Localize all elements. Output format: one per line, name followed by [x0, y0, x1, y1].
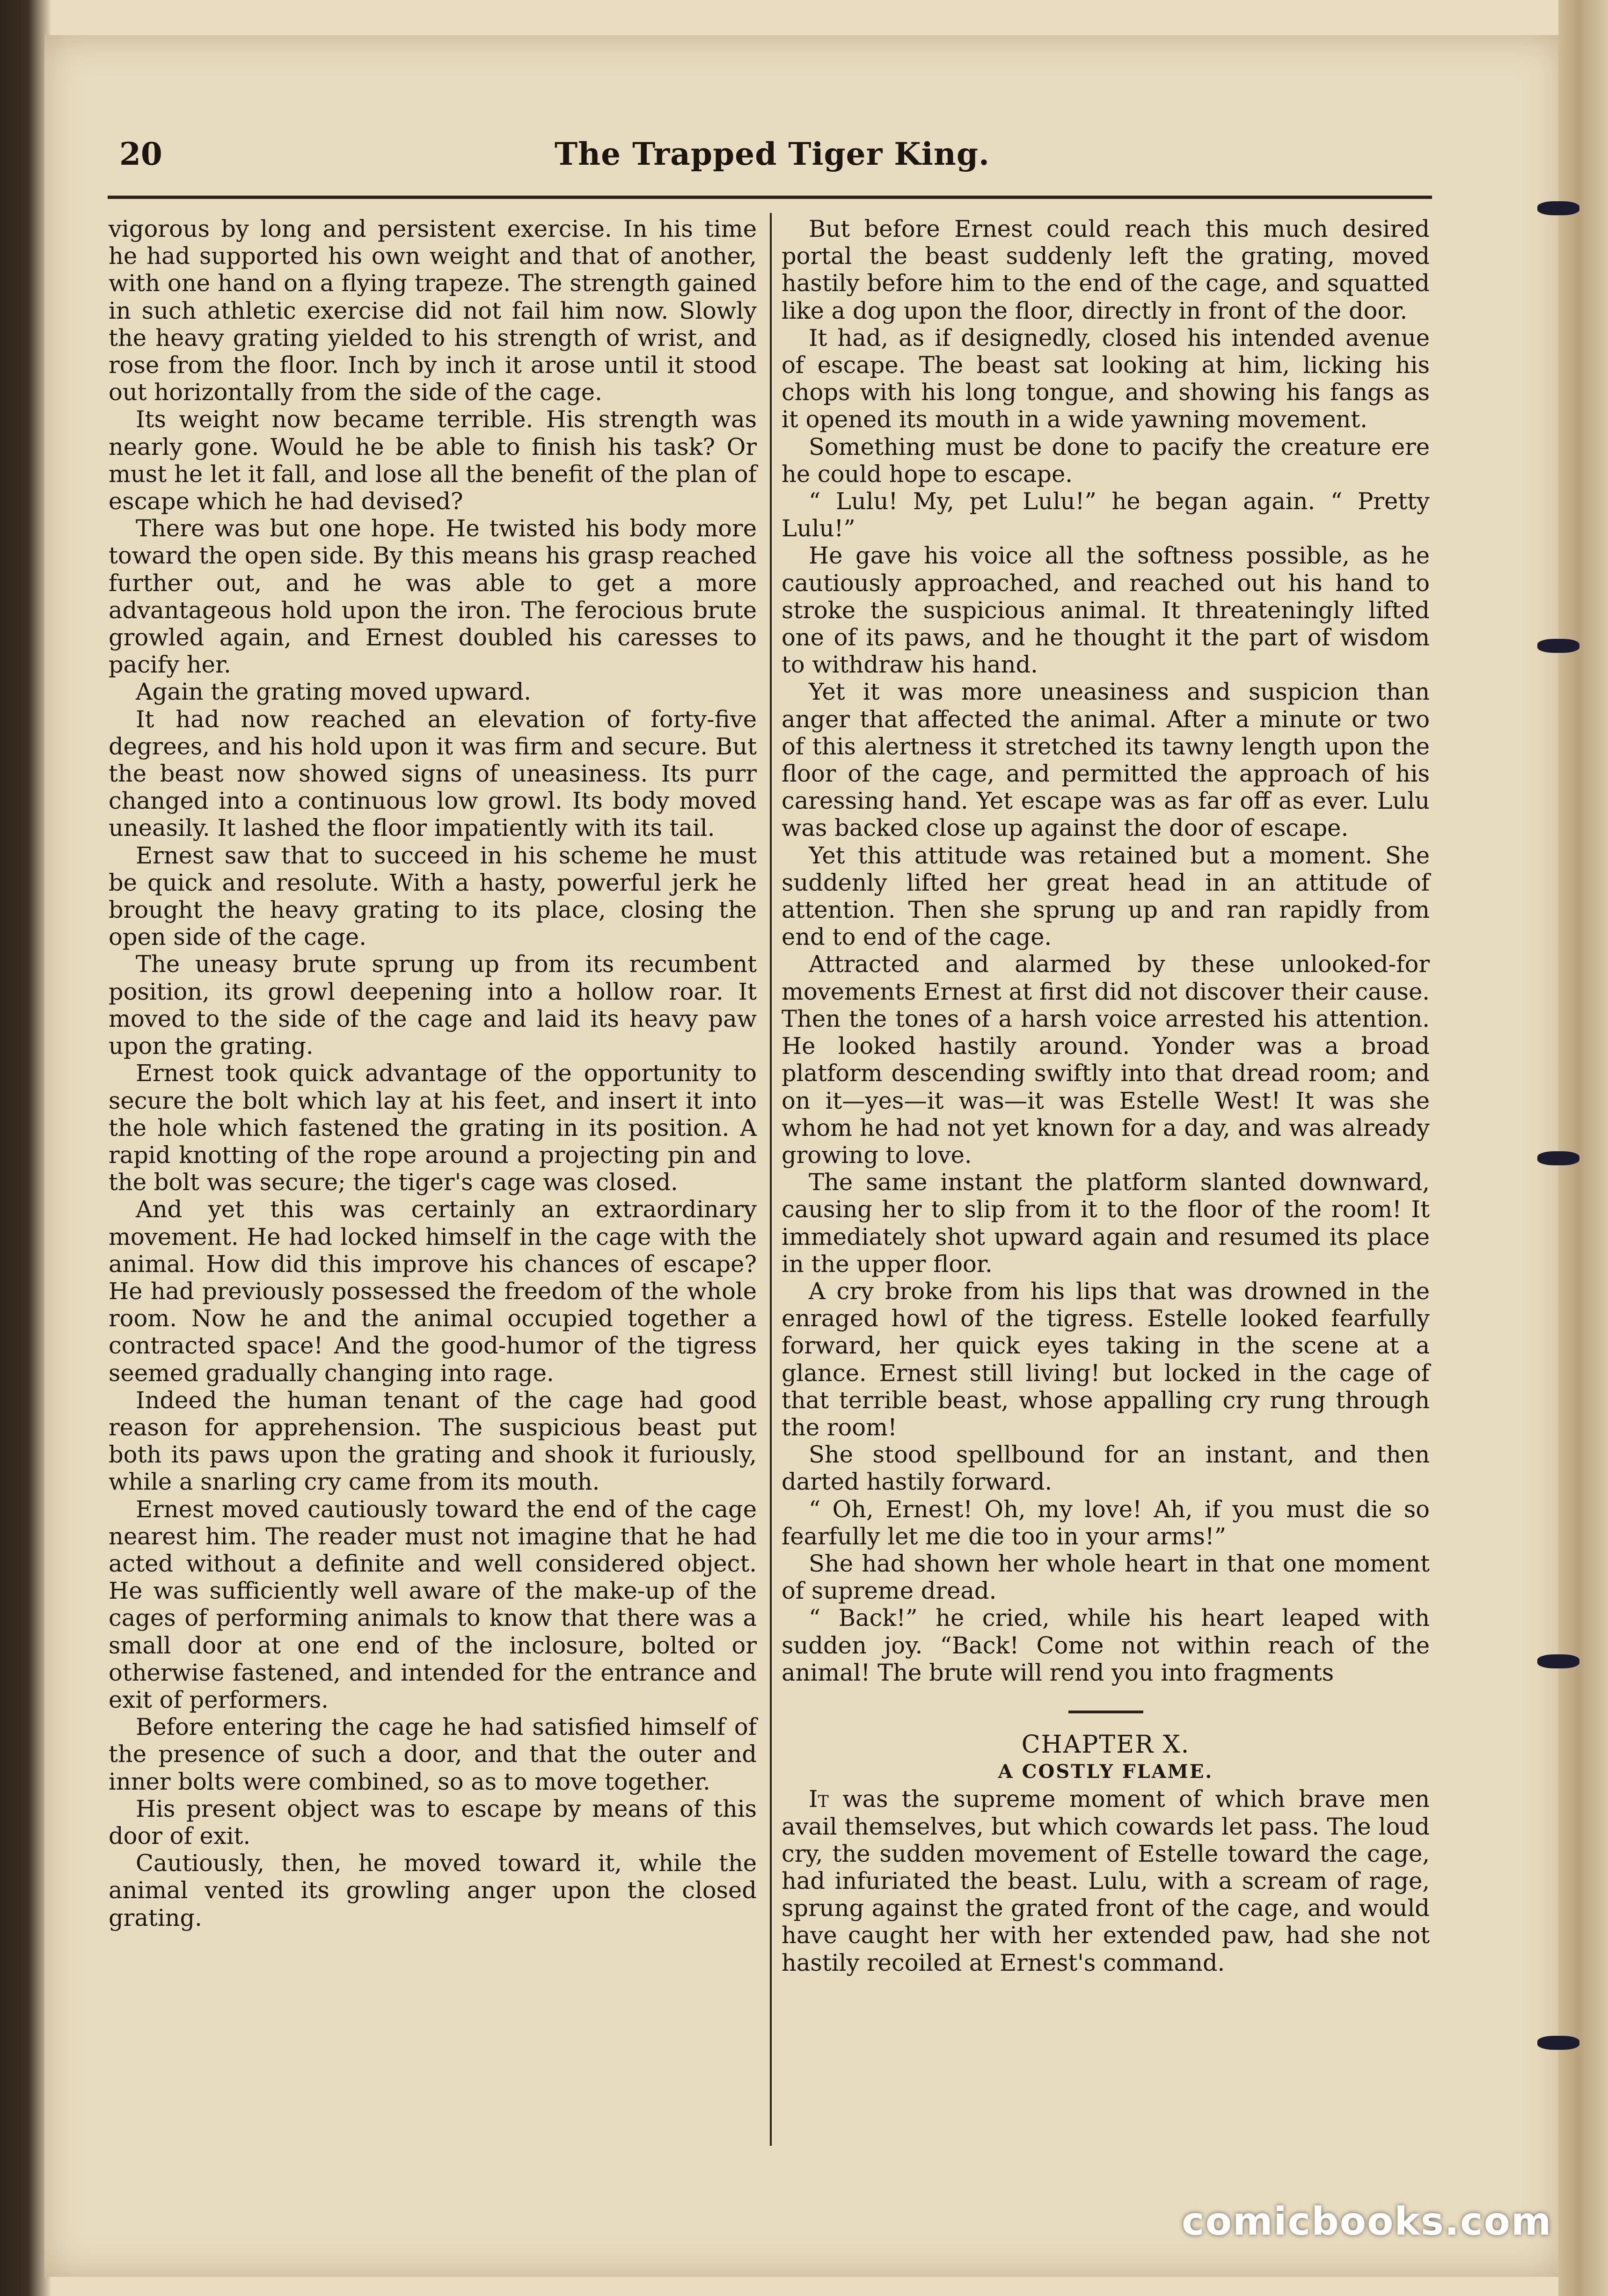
page-header: [119, 136, 1425, 187]
column-divider: [770, 213, 772, 2146]
paragraph: Yet it was more uneasiness and suspicion than anger that affected the animal. After a minute or two of this alertness it stretched its tawny length upon the floor of the cage, and permitted the approach of his caressing hand. Yet escape was as far off as ever. Lulu was backed close up against the door of escape.: [782, 678, 1430, 842]
paragraph: Attracted and alarmed by these unlooked-for movements Ernest at first did not discover their cause. Then the tones of a harsh voice arrested his attention. He looked hastily around. Yonder was a broad platform descending swiftly into that dread room; and on it—yes—it was—it was Estelle West! It was she whom he had not yet known for a day, and was already growing to love.: [782, 951, 1430, 1169]
watermark-text: comicbooks.com: [1182, 2200, 1552, 2244]
paragraph: It had now reached an elevation of forty-five degrees, and his hold upon it was firm and secure. But the beast now showed signs of uneasiness. Its purr changed into a continuous low growl. Its body moved uneasily. It lashed the floor impatiently with its tail.: [109, 705, 757, 842]
paragraph: Indeed the human tenant of the cage had good reason for apprehension. The suspicious beast put both its paws upon the grating and shook it furiously, while a snarling cry came from its mouth.: [109, 1386, 757, 1496]
chapter-divider: [1068, 1711, 1143, 1713]
paragraph: Ernest saw that to succeed in his scheme he must be quick and resolute. With a hasty, powerful jerk he brought the heavy grating to its place, closing the open side of the cage.: [109, 841, 757, 951]
paragraph: There was but one hope. He twisted his body more toward the open side. By this means his grasp reached further out, and he was able to get a more advantageous hold upon the iron. The ferocious brute growled again, and Ernest doubled his caresses to pacify her.: [109, 515, 757, 679]
binding-stitch: [1537, 2036, 1579, 2050]
binding-spine: [1558, 0, 1608, 2296]
paragraph: Yet this attitude was retained but a moment. She suddenly lifted her great head in an attitude of attention. Then she sprung up and ran rapidly from end to end of the cage.: [782, 841, 1430, 951]
paragraph: Ernest took quick advantage of the opportunity to secure the bolt which lay at his feet, and insert it into the hole which fastened the grating in its position. A rapid knotting of the rope around a projecting pin and the bolt was secure; the tiger's cage was closed.: [109, 1060, 757, 1196]
left-column: [109, 215, 757, 1931]
binding-stitch: [1537, 1654, 1579, 1668]
paragraph: “ Lulu! My, pet Lulu!” he began again. “ Pretty Lulu!”: [782, 488, 1430, 542]
running-title: The Trapped Tiger King.: [555, 136, 990, 172]
paragraph: But before Ernest could reach this much desired portal the beast suddenly left the grating, moved hastily before him to the end of the cage, and squatted like a dog upon the floor, directly in front of the door.: [782, 215, 1430, 324]
paragraph: He gave his voice all the softness possible, as he cautiously approached, and reached out his hand to stroke the suspicious animal. It threateningly lifted one of its paws, and he thought it the part of wisdom to withdraw his hand.: [782, 542, 1430, 679]
chapter-title: CHAPTER X.: [1021, 1730, 1190, 1759]
paragraph: The same instant the platform slanted downward, causing her to slip from it to the floor of the room! It immediately shot upward again and resumed its place in the upper floor.: [782, 1169, 1430, 1278]
right-column: [782, 215, 1430, 1976]
chapter-dropcap: It: [809, 1785, 829, 1813]
paragraph: And yet this was certainly an extraordinary movement. He had locked himself in the cage with the animal. How did this improve his chances of escape? He had previously possessed the freedom of the whole room. Now he and the animal occupied together a contracted space! And the good-humor of the tigress seemed gradually changing into rage.: [109, 1196, 757, 1387]
paragraph: She stood spellbound for an instant, and then darted hastily forward.: [782, 1441, 1430, 1496]
paragraph: His present object was to escape by means of this door of exit.: [109, 1795, 757, 1850]
binding-stitch: [1537, 639, 1579, 653]
paragraph: Something must be done to pacify the creature ere he could hope to escape.: [782, 433, 1430, 488]
paragraph: Cautiously, then, he moved toward it, while the animal vented its growling anger upon the closed grating.: [109, 1850, 757, 1931]
chapter-paragraph-text: was the supreme moment of which brave men avail themselves, but which cowards let pass. The loud cry, the sudden movement of Estelle toward the cage, had infuriated the beast. Lulu, with a scream of rage, sprung against the grated front of the cage, and would have caught her with her extended paw, had she not hastily recoiled at Ernest's command.: [782, 1785, 1430, 1976]
paragraph: “ Back!” he cried, while his heart leaped with sudden joy. “Back! Come not within reach of the animal! The brute will rend you into fragments: [782, 1604, 1430, 1686]
page-number: 20: [119, 136, 162, 172]
chapter-subtitle: A COSTLY FLAME.: [998, 1761, 1213, 1783]
chapter-opening-paragraph: [782, 1785, 1430, 1976]
paragraph: Before entering the cage he had satisfied himself of the presence of such a door, and that the outer and inner bolts were combined, so as to move together.: [109, 1713, 757, 1795]
paragraph: Ernest moved cautiously toward the end of the cage nearest him. The reader must not imagine that he had acted without a definite and well considered object. He was sufficiently well aware of the make-up of the cages of performing animals to know that there was a small door at one end of the inclosure, bolted or otherwise fastened, and intended for the entrance and exit of performers.: [109, 1495, 757, 1713]
paragraph: The uneasy brute sprung up from its recumbent position, its growl deepening into a hollow roar. It moved to the side of the cage and laid its heavy paw upon the grating.: [109, 951, 757, 1060]
paragraph: “ Oh, Ernest! Oh, my love! Ah, if you must die so fearfully let me die too in your arms!”: [782, 1495, 1430, 1550]
paragraph: A cry broke from his lips that was drowned in the enraged howl of the tigress. Estelle looked fearfully forward, her quick eyes taking in the scene at a glance. Ernest still living! but locked in the cage of that terrible beast, whose appalling cry rung through the room!: [782, 1277, 1430, 1441]
header-rule: [108, 196, 1432, 199]
paragraph: Again the grating moved upward.: [136, 678, 532, 706]
binding-stitch: [1537, 1151, 1579, 1165]
binding-stitch: [1537, 201, 1579, 215]
paragraph: She had shown her whole heart in that one moment of supreme dread.: [782, 1550, 1430, 1605]
paragraph: Its weight now became terrible. His strength was nearly gone. Would he be able to finish his task? Or must he let it fall, and lose all the benefit of the plan of escape which he had devised?: [109, 406, 757, 515]
paragraph: vigorous by long and persistent exercise. In his time he had supported his own weight and that of another, with one hand on a flying trapeze. The strength gained in such athletic exercise did not fail him now. Slowly the heavy grating yielded to his strength of wrist, and rose from the floor. Inch by inch it arose until it stood out horizontally from the side of the cage.: [109, 215, 757, 406]
paragraph: It had, as if designedly, closed his intended avenue of escape. The beast sat looking at him, licking his chops with his long tongue, and showing his fangs as it opened its mouth in a wide yawning movement.: [782, 324, 1430, 433]
